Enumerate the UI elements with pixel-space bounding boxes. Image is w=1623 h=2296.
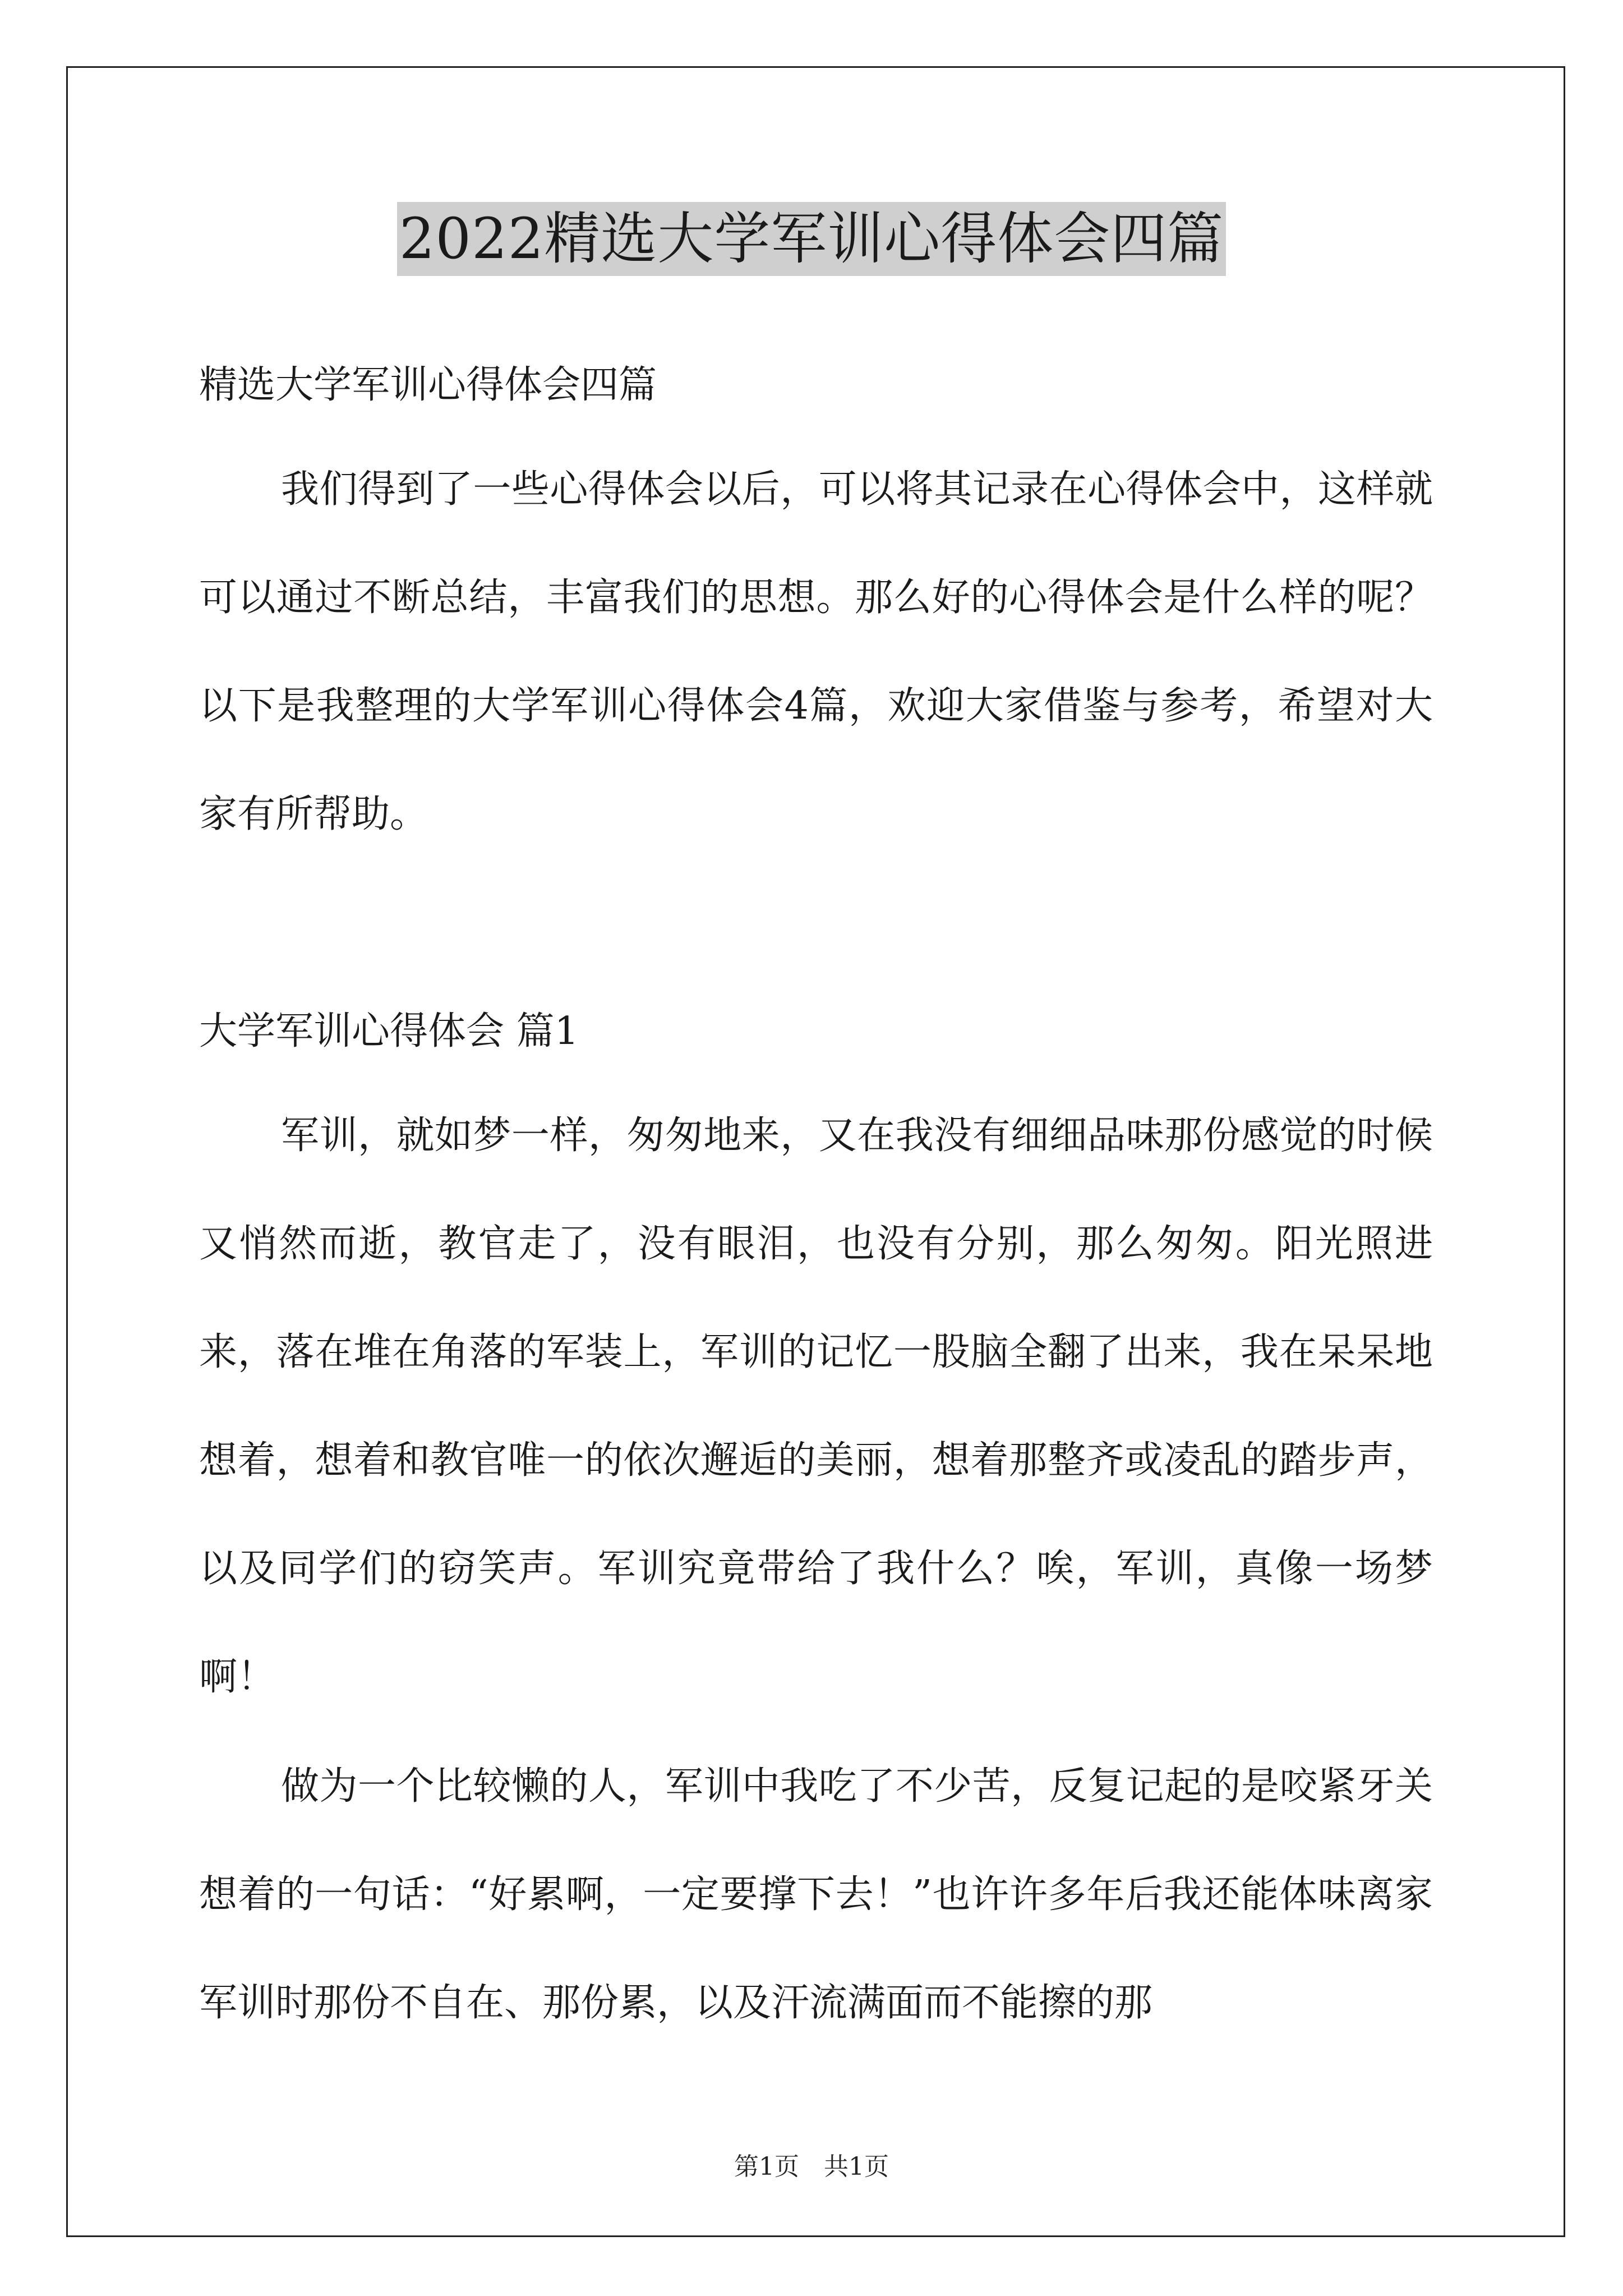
section-1-paragraph-1: 军训，就如梦一样，匆匆地来，又在我没有细细品味那份感觉的时候又悄然而逝，教官走了，没有眼泪，也没有分别，那么匆匆。阳光照进来，落在堆在角落的军装上，军训的记忆一股脑全翻了出来，我在呆呆地想着，想着和教官唯一的依次邂逅的美丽，想着那整齐或凌乱的踏步声，以及同学们的窃笑声。军训究竟带给了我什么？唉，军训，真像一场梦啊！ bbox=[199, 1114, 1433, 1699]
intro-paragraph: 我们得到了一些心得体会以后，可以将其记录在心得体会中，这样就可以通过不断总结，丰富我们的思想。那么好的心得体会是什么样的呢？以下是我整理的大学军训心得体会4篇，欢迎大家借鉴与参考，希望对大家有所帮助。 bbox=[199, 467, 1433, 836]
section-1-heading: 大学军训心得体会 篇1 bbox=[199, 1009, 579, 1053]
document-subtitle: 精选大学军训心得体会四篇 bbox=[199, 363, 657, 407]
section-1-paragraph-2: 做为一个比较懒的人，军训中我吃了不少苦，反复记起的是咬紧牙关想着的一句话：“好累啊，一定要撑下去！”也许许多年后我还能体味离家军训时那份不自在、那份累，以及汗流满面而不能擦的那 bbox=[199, 1764, 1433, 2025]
document-title: 2022精选大学军训心得体会四篇 bbox=[397, 202, 1227, 276]
page-footer: 第1页 共1页 bbox=[734, 2152, 889, 2181]
title-container bbox=[0, 202, 1623, 276]
